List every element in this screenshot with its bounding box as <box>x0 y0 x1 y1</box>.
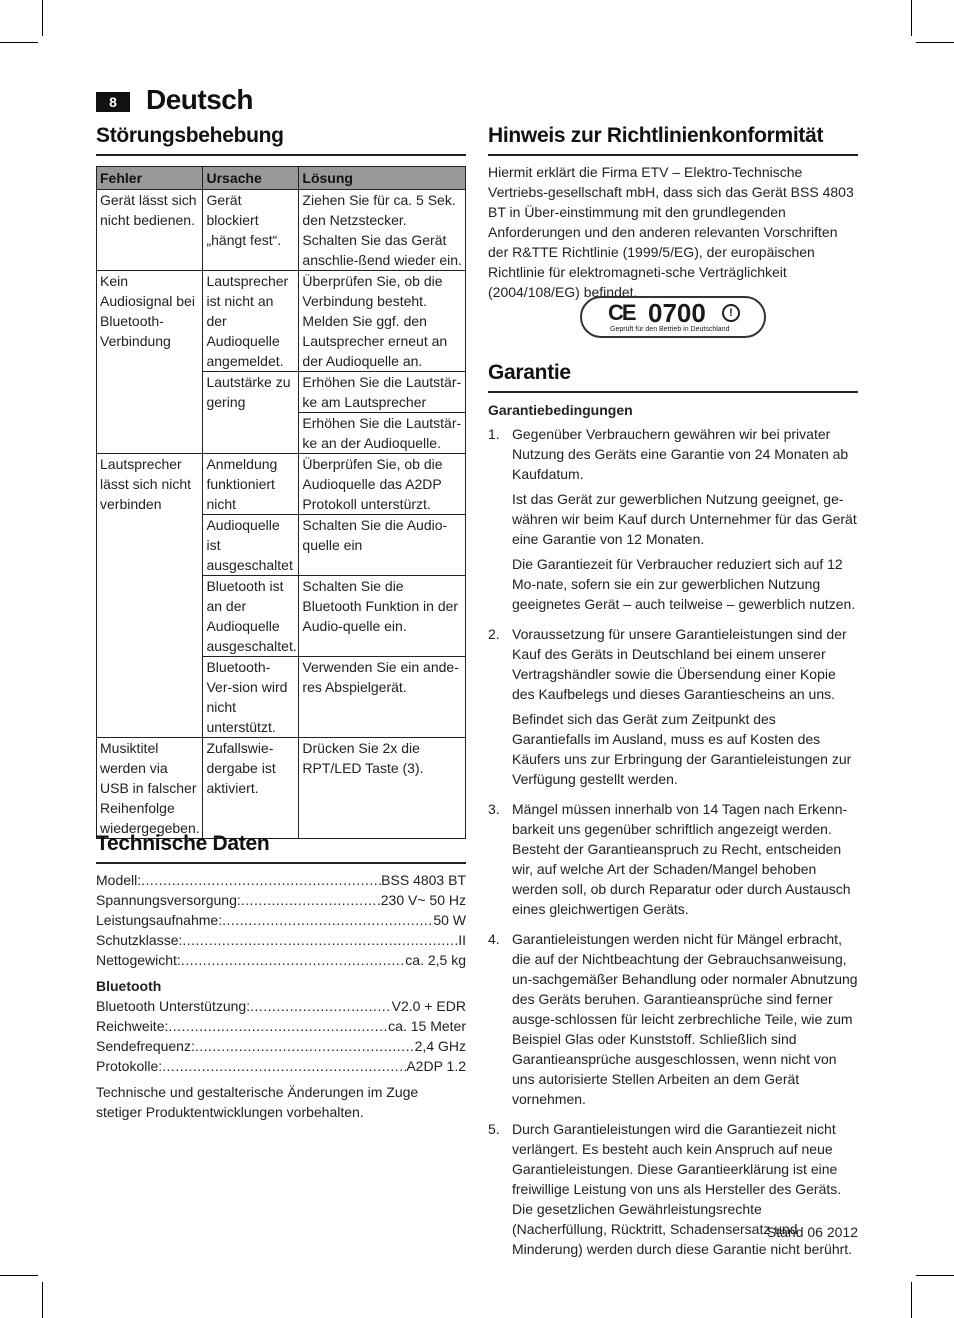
paragraph: Voraussetzung für unsere Garantieleistungen sind der Kauf des Geräts in Deutschland bei einem unserer Vertragshändler sowie die Übersendung einer Kopie des Kaufbelegs und dieses Garantiescheins an uns. <box>512 626 847 702</box>
spec-row <box>96 1036 466 1056</box>
spec-label: Sendefrequenz: <box>96 1038 195 1054</box>
leader-dots <box>141 870 381 890</box>
leader-dots <box>162 1056 406 1076</box>
section-rule <box>488 391 858 393</box>
spec-label: Reichweite: <box>96 1018 169 1034</box>
guarantee-title: Garantie <box>488 361 571 384</box>
spec-value: V2.0 + EDR <box>391 998 466 1014</box>
table-cell: Kein Audiosignal bei Bluetooth-Verbindung <box>97 271 203 454</box>
item-number: 1. <box>488 426 500 442</box>
table-row <box>97 738 466 839</box>
item-number: 2. <box>488 626 500 642</box>
table-cell: Lautsprecher lässt sich nicht verbinden <box>97 454 203 738</box>
column-header: Lösung <box>299 167 466 190</box>
table-cell: Lautsprecher ist nicht an der Audioquelle angemeldet. <box>203 271 299 372</box>
spec-row <box>96 890 466 910</box>
table-cell: Erhöhen Sie die Lautstär-ke an der Audioquelle. <box>299 413 466 454</box>
spec-label: Spannungsversorgung: <box>96 892 241 908</box>
section-rule <box>96 154 466 156</box>
paragraph: Mängel müssen innerhalb von 14 Tagen nach Erkenn-barkeit uns gegenüber schriftlich angezeigt werden. Besteht der Garantieanspruch zu Recht, entscheiden wir, auf welche Art der Schaden/Mangel behoben werden soll, ob durch Reparatur oder durch Austausch eines gleichwertigen Geräts. <box>512 801 851 917</box>
tech-note: Technische und gestalterische Änderungen im Zuge stetiger Produktentwicklungen vorbehalten. <box>96 1084 419 1120</box>
spec-row <box>96 1056 466 1076</box>
item-number: 3. <box>488 801 500 817</box>
leader-dots <box>168 1016 388 1036</box>
spec-value: ca. 2,5 kg <box>405 952 466 968</box>
guarantee-subheading: Garantiebedingungen <box>488 402 633 418</box>
table-cell: Ziehen Sie für ca. 5 Sek. den Netzstecker. Schalten Sie das Gerät anschlie-ßend wieder ein. <box>299 190 466 271</box>
table-cell: Schalten Sie die Audio-quelle ein <box>299 515 466 576</box>
conformity-title: Hinweis zur Richtlinienkonformität <box>488 124 824 147</box>
section-rule <box>96 862 466 864</box>
ce-mark-icon: CE <box>608 300 635 325</box>
bluetooth-heading: Bluetooth <box>96 978 162 994</box>
table-header-row <box>97 167 466 190</box>
spec-label: Modell: <box>96 872 142 888</box>
leader-dots <box>195 1036 415 1056</box>
spec-row <box>96 996 466 1016</box>
spec-value: ca. 15 Meter <box>388 1018 466 1034</box>
crop-mark <box>42 0 43 36</box>
leader-dots <box>182 930 458 950</box>
troubleshooting-title: Störungsbehebung <box>96 124 284 147</box>
revision-date: Stand 06 2012 <box>766 1224 858 1240</box>
spec-value: 2,4 GHz <box>414 1038 466 1054</box>
spec-value: II <box>458 932 466 948</box>
guarantee-section <box>488 400 858 1269</box>
table-row <box>97 271 466 372</box>
paragraph: Ist das Gerät zur gewerblichen Nutzung geeignet, ge-währen wir beim Kauf durch Unternehmer für das Gerät eine Garantie von 12 Monaten. <box>512 491 857 547</box>
spec-row <box>96 910 466 930</box>
list-item <box>488 799 858 924</box>
language-title: Deutsch <box>146 84 253 115</box>
crop-mark <box>916 42 954 43</box>
notified-body-number: 0700 <box>648 298 706 328</box>
table-cell: Anmeldung funktioniert nicht <box>203 454 299 515</box>
list-item <box>488 424 858 619</box>
crop-mark <box>0 42 38 43</box>
paragraph: Durch Garantieleistungen wird die Garantiezeit nicht verlängert. Es besteht auch kein Anspruch auf neue Garantieleistungen. Diese Garantieerklärung ist eine freiwillige Leistung von uns als Hersteller des Geräts. Die gesetzlichen Gewährleistungsrechte (Nacherfüllung, Rücktritt, Schadensersatz und Minderung) werden durch diese Garantie nicht berührt. <box>512 1121 853 1257</box>
conformity-text: Hiermit erklärt die Firma ETV – Elektro-Technische Vertriebs-gesellschaft mbH, dass sich das Gerät BSS 4803 BT in Über-einstimmung mit den grundlegenden Anforderungen und den anderen relevanten Vorschriften der R&TTE Richtlinie (1999/5/EG), der europäischen Richtlinie für elektromagneti-sche Verträglichkeit (2004/108/EG) befindet. <box>488 164 854 300</box>
tech-data-title: Technische Daten <box>96 832 270 855</box>
list-item <box>488 1119 858 1264</box>
leader-dots <box>222 910 433 930</box>
spec-value: 230 V~ 50 Hz <box>380 892 466 908</box>
spec-value: BSS 4803 BT <box>381 872 466 888</box>
crop-mark <box>916 1275 954 1276</box>
spec-label: Bluetooth Unterstützung: <box>96 998 251 1014</box>
table-cell: Lautstärke zu gering <box>203 372 299 454</box>
table-cell: Bluetooth-Ver-sion wird nicht unterstützt. <box>203 657 299 738</box>
spec-value: 50 W <box>433 912 466 928</box>
column-header: Fehler <box>97 167 203 190</box>
spec-row <box>96 930 466 950</box>
spec-label: Schutzklasse: <box>96 932 183 948</box>
spec-row <box>96 950 466 970</box>
leader-dots <box>250 996 392 1016</box>
alert-icon: ! <box>722 304 740 322</box>
crop-mark <box>0 1275 38 1276</box>
table-cell: Überprüfen Sie, ob die Verbindung besteht. Melden Sie ggf. den Lautsprecher erneut an der Audioquelle an. <box>299 271 466 372</box>
table-cell: Musiktitel werden via USB in falscher Reihenfolge wiedergegeben. <box>97 738 203 839</box>
table-cell: Gerät lässt sich nicht bedienen. <box>97 190 203 271</box>
page-number: 8 <box>96 92 130 112</box>
item-number: 5. <box>488 1121 500 1137</box>
table-cell: Gerät blockiert „hängt fest“. <box>203 190 299 271</box>
table-cell: Überprüfen Sie, ob die Audioquelle das A2DP Protokoll unterstürzt. <box>299 454 466 515</box>
item-number: 4. <box>488 931 500 947</box>
spec-label: Protokolle: <box>96 1058 163 1074</box>
spec-label: Nettogewicht: <box>96 952 181 968</box>
column-header: Ursache <box>203 167 299 190</box>
table-cell: Erhöhen Sie die Lautstär-ke am Lautsprecher <box>299 372 466 413</box>
spec-label: Leistungsaufnahme: <box>96 912 223 928</box>
crop-mark <box>42 1282 43 1318</box>
spec-value: A2DP 1.2 <box>406 1058 466 1074</box>
table-row <box>97 454 466 515</box>
paragraph: Die Garantiezeit für Verbraucher reduziert sich auf 12 Mo-nate, sofern sie ein zur gewerblichen Nutzung geeignetes Gerät – auch teilweise – gewerblich nutzen. <box>512 556 856 612</box>
table-cell: Drücken Sie 2x die RPT/LED Taste (3). <box>299 738 466 839</box>
table-cell: Verwenden Sie ein ande-res Abspielgerät. <box>299 657 466 738</box>
paragraph: Gegenüber Verbrauchern gewähren wir bei privater Nutzung des Geräts eine Garantie von 24 Monaten ab Kaufdatum. <box>512 426 849 482</box>
spec-row <box>96 870 466 890</box>
ce-conformity-badge <box>580 296 766 338</box>
crop-mark <box>911 0 912 36</box>
paragraph: Befindet sich das Gerät zum Zeitpunkt des Garantiefalls im Ausland, muss es auf Kosten des Käufers uns zur Erbringung der Garantieleistungen zur Verfügung gestellt werden. <box>512 711 852 787</box>
section-rule <box>488 154 858 156</box>
troubleshooting-table <box>96 166 466 839</box>
table-cell: Schalten Sie die Bluetooth Funktion in der Audio-quelle ein. <box>299 576 466 657</box>
table-row <box>97 190 466 271</box>
table-cell: Zufallswie-dergabe ist aktiviert. <box>203 738 299 839</box>
tech-specs <box>96 870 466 1122</box>
crop-mark <box>911 1282 912 1318</box>
spec-row <box>96 1016 466 1036</box>
table-cell: Audioquelle ist ausgeschaltet <box>203 515 299 576</box>
list-item <box>488 624 858 794</box>
leader-dots <box>181 950 405 970</box>
table-cell: Bluetooth ist an der Audioquelle ausgeschaltet. <box>203 576 299 657</box>
paragraph: Garantieleistungen werden nicht für Mängel erbracht, die auf der Nichtbeachtung der Gebrauchsanweisung, un-sachgemäßer Behandlung oder normaler Abnutzung des Geräts beruhen. Garantieansprüche sind ferner ausge-schlossen für leicht zerbrechliche Teile, wie zum Beispiel Glas oder Kunststoff. Schließlich sind Garantieansprüche ausgeschlossen, wenn nicht von uns autorisierte Stellen Arbeiten an dem Gerät vornehmen. <box>512 931 858 1107</box>
leader-dots <box>241 890 381 910</box>
list-item <box>488 929 858 1114</box>
badge-caption: Geprüft für den Betrieb in Deutschland <box>610 326 730 333</box>
